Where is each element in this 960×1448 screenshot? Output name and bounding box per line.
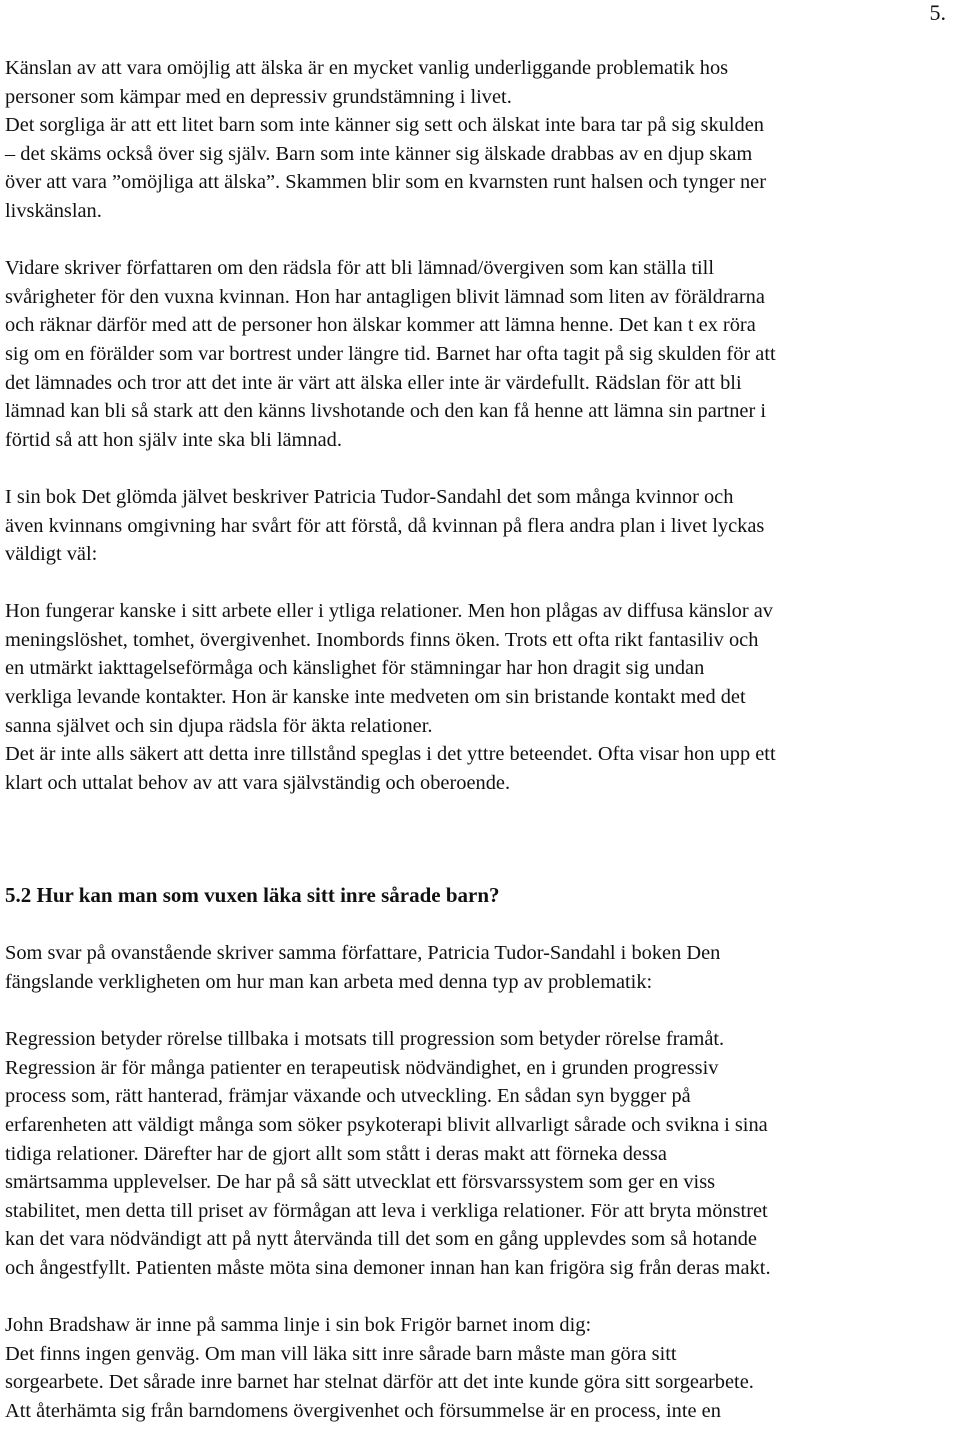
text-line: kan det vara nödvändigt att på nytt återvända till det som en gång upplevdes som så hotande <box>5 1228 757 1251</box>
quote-paragraph <box>5 597 957 797</box>
text-line: och ångestfyllt. Patienten måste möta sina demoner innan han kan frigöra sig från deras makt. <box>5 1256 771 1279</box>
text-line: sig om en förälder som var bortrest under längre tid. Barnet har ofta tagit på sig skulden för att <box>5 342 776 365</box>
text-line: Det finns ingen genväg. Om man vill läka sitt inre sårade barn måste man göra sitt <box>5 1342 677 1365</box>
text-line: I sin bok Det glömda jälvet beskriver Patricia Tudor-Sandahl det som många kvinnor och <box>5 485 734 508</box>
text-line: Det är inte alls säkert att detta inre tillstånd speglas i det yttre beteendet. Ofta visar hon upp ett <box>5 743 776 766</box>
text-line: John Bradshaw är inne på samma linje i sin bok Frigör barnet inom dig: <box>5 1314 592 1337</box>
text-line: lämnad kan bli så stark att den känns livshotande och den kan få henne att lämna sin partner i <box>5 400 767 423</box>
text-line: en utmärkt iakttagelseförmåga och känslighet för stämningar har hon dragit sig undan <box>5 657 705 680</box>
regression-paragraph <box>5 1025 957 1282</box>
text-line: Hon fungerar kanske i sitt arbete eller i ytliga relationer. Men hon plågas av diffusa känslor av <box>5 600 773 623</box>
text-line: sanna självet och sin djupa rädsla för äkta relationer. <box>5 714 433 737</box>
document-body <box>5 54 957 1426</box>
fear-paragraph <box>5 254 957 454</box>
text-line: sorgearbete. Det sårade inre barnet har stelnat därför att det inte kunde göra sitt sorgearbete. <box>5 1371 754 1394</box>
text-line: även kvinnans omgivning har svårt för att förstå, då kvinnan på flera andra plan i livet lyckas <box>5 514 765 537</box>
text-line: livskänslan. <box>5 199 102 222</box>
intro-paragraph <box>5 54 957 226</box>
paragraph-spacer <box>5 1283 957 1312</box>
text-line: svårigheter för den vuxna kvinnan. Hon har antagligen blivit lämnad som liten av föräldrarna <box>5 285 765 308</box>
text-line: Som svar på ovanstående skriver samma författare, Patricia Tudor-Sandahl i boken Den <box>5 942 721 965</box>
text-line: över att vara ”omöjliga att älska”. Skammen blir som en kvarnsten runt halsen och tynger ner <box>5 171 767 194</box>
text-line: verkliga levande kontakter. Hon är kanske inte medveten om sin bristande kontakt med det <box>5 686 746 709</box>
section-spacer <box>5 797 957 881</box>
paragraph-spacer <box>5 226 957 255</box>
answer-paragraph <box>5 939 957 996</box>
text-line: Det sorgliga är att ett litet barn som inte känner sig sett och älskat inte bara tar på sig skulden <box>5 114 764 137</box>
text-line: och räknar därför med att de personer hon älskar kommer att lämna henne. Det kan t ex röra <box>5 314 756 337</box>
text-line: Känslan av att vara omöjlig att älska är en mycket vanlig underliggande problematik hos <box>5 57 729 79</box>
text-line: smärtsamma upplevelser. De har på så sätt utvecklat ett försvarssystem som ger en viss <box>5 1171 716 1194</box>
text-line: Regression betyder rörelse tillbaka i motsats till progression som betyder rörelse framåt. <box>5 1028 725 1051</box>
text-line: väldigt väl: <box>5 543 98 566</box>
paragraph-spacer <box>5 997 957 1026</box>
text-line: meningslöshet, tomhet, övergivenhet. Inombords finns öken. Trots ett ofta rikt fantasiliv och <box>5 628 759 651</box>
text-line: personer som kämpar med en depressiv grundstämning i livet. <box>5 85 512 108</box>
text-line: Vidare skriver författaren om den rädsla för att bli lämnad/övergiven som kan ställa till <box>5 257 715 280</box>
section-heading: 5.2 Hur kan man som vuxen läka sitt inre sårade barn? <box>5 883 500 908</box>
text-line: stabilitet, men detta till priset av förmågan att leva i verkliga relationer. För att bryta mönstret <box>5 1199 768 1222</box>
text-line: Att återhämta sig från barndomens övergivenhet och försummelse är en process, inte en <box>5 1399 721 1422</box>
paragraph-spacer <box>5 569 957 598</box>
text-line: erfarenheten att väldigt många som söker psykoterapi blivit allvarligt sårade och svikna i sina <box>5 1114 768 1136</box>
text-line: fängslande verkligheten om hur man kan arbeta med denna typ av problematik: <box>5 971 653 994</box>
text-line: tidiga relationer. Därefter har de gjort allt som stått i deras makt att förneka dessa <box>5 1142 667 1165</box>
text-line: förtid så att hon själv inte ska bli lämnad. <box>5 428 342 451</box>
text-line: Regression är för många patienter en terapeutisk nödvändighet, en i grunden progressiv <box>5 1056 719 1079</box>
paragraph-spacer <box>5 909 957 939</box>
page-number: 5. <box>929 0 946 25</box>
book-paragraph <box>5 483 957 569</box>
text-line: det lämnades och tror att det inte är värt att älska eller inte är värdefullt. Rädslan för att bli <box>5 371 742 394</box>
text-line: – det skäms också över sig själv. Barn som inte känner sig älskade drabbas av en djup skam <box>5 142 753 165</box>
bradshaw-paragraph <box>5 1311 957 1425</box>
text-line: klart och uttalat behov av att vara självständig och oberoende. <box>5 771 511 794</box>
paragraph-spacer <box>5 454 957 483</box>
text-line: process som, rätt hanterad, främjar växande och utveckling. En sådan syn bygger på <box>5 1085 691 1108</box>
